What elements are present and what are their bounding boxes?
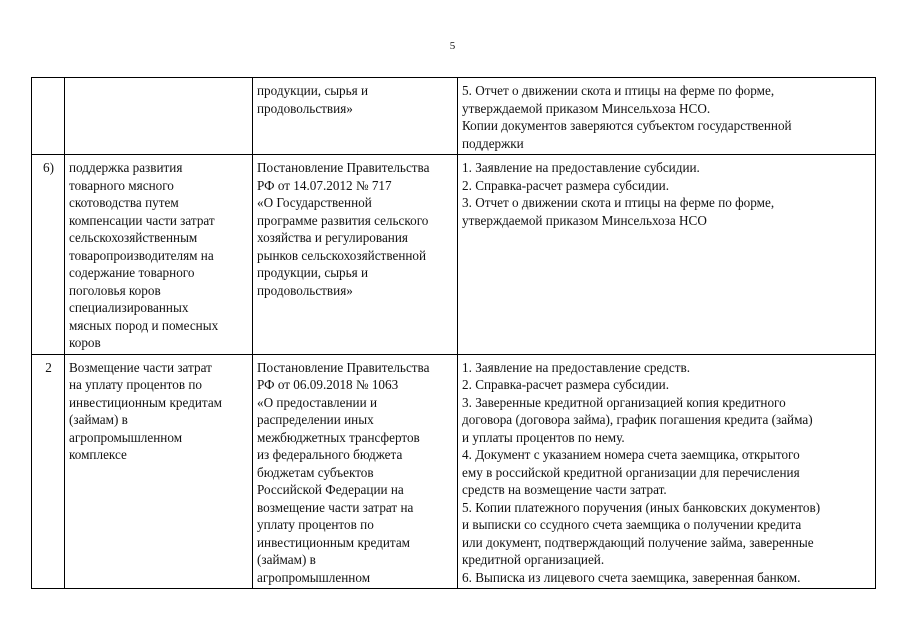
documents-cell: 1. Заявление на предоставление субсидии. 2. Справка-расчет размера субсидии. 3. Отчет о движении скота и птицы на ферме по форме, утверждаемой приказом Минсельхоза НСО bbox=[458, 155, 876, 355]
page-number: 5 bbox=[449, 40, 456, 52]
documents-cell: 1. Заявление на предоставление средств. 2. Справка-расчет размера субсидии. 3. Заверенные кредитной организацией копия кредитного договора (договора займа), график погашения кредита (займа) и уплаты процентов по нему. 4. Документ с указанием номера счета заемщика, открытого ему в российской кредитной организации для перечисления средств на возмещение части затрат. 5. Копии платежного поручения (иных банковских документов) и выписки со ссудного счета заемщика о получении кредита или документ, подтверждающий получение займа, заверенные кредитной организацией. 6. Выписка из лицевого счета заемщика, заверенная банком. bbox=[458, 354, 876, 589]
table-row bbox=[32, 78, 876, 155]
measure-cell: поддержка развития товарного мясного скотоводства путем компенсации части затрат сельскохозяйственным товаропроизводителям на содержание товарного поголовья коров специализированных мясных пород и помесных коров bbox=[65, 155, 253, 355]
subsidy-documents-table bbox=[31, 77, 876, 589]
legal-basis-cell: продукции, сырья и продовольствия» bbox=[253, 78, 458, 155]
measure-cell: Возмещение части затрат на уплату процентов по инвестиционным кредитам (займам) в агропромышленном комплексе bbox=[65, 354, 253, 589]
table-row bbox=[32, 354, 876, 589]
row-number: 6) bbox=[32, 155, 65, 355]
legal-basis-cell: Постановление Правительства РФ от 06.09.2018 № 1063 «О предоставлении и распределении иных межбюджетных трансфертов из федерального бюджета бюджетам субъектов Российской Федерации на возмещение части затрат на уплату процентов по инвестиционным кредитам (займам) в агропромышленном bbox=[253, 354, 458, 589]
row-number bbox=[32, 78, 65, 155]
legal-basis-cell: Постановление Правительства РФ от 14.07.2012 № 717 «О Государственной программе развития сельского хозяйства и регулирования рынков сельскохозяйственной продукции, сырья и продовольствия» bbox=[253, 155, 458, 355]
measure-cell bbox=[65, 78, 253, 155]
documents-cell: 5. Отчет о движении скота и птицы на ферме по форме, утверждаемой приказом Минсельхоза НСО. Копии документов заверяются субъектом государственной поддержки bbox=[458, 78, 876, 155]
row-number: 2 bbox=[32, 354, 65, 589]
table-row bbox=[32, 155, 876, 355]
